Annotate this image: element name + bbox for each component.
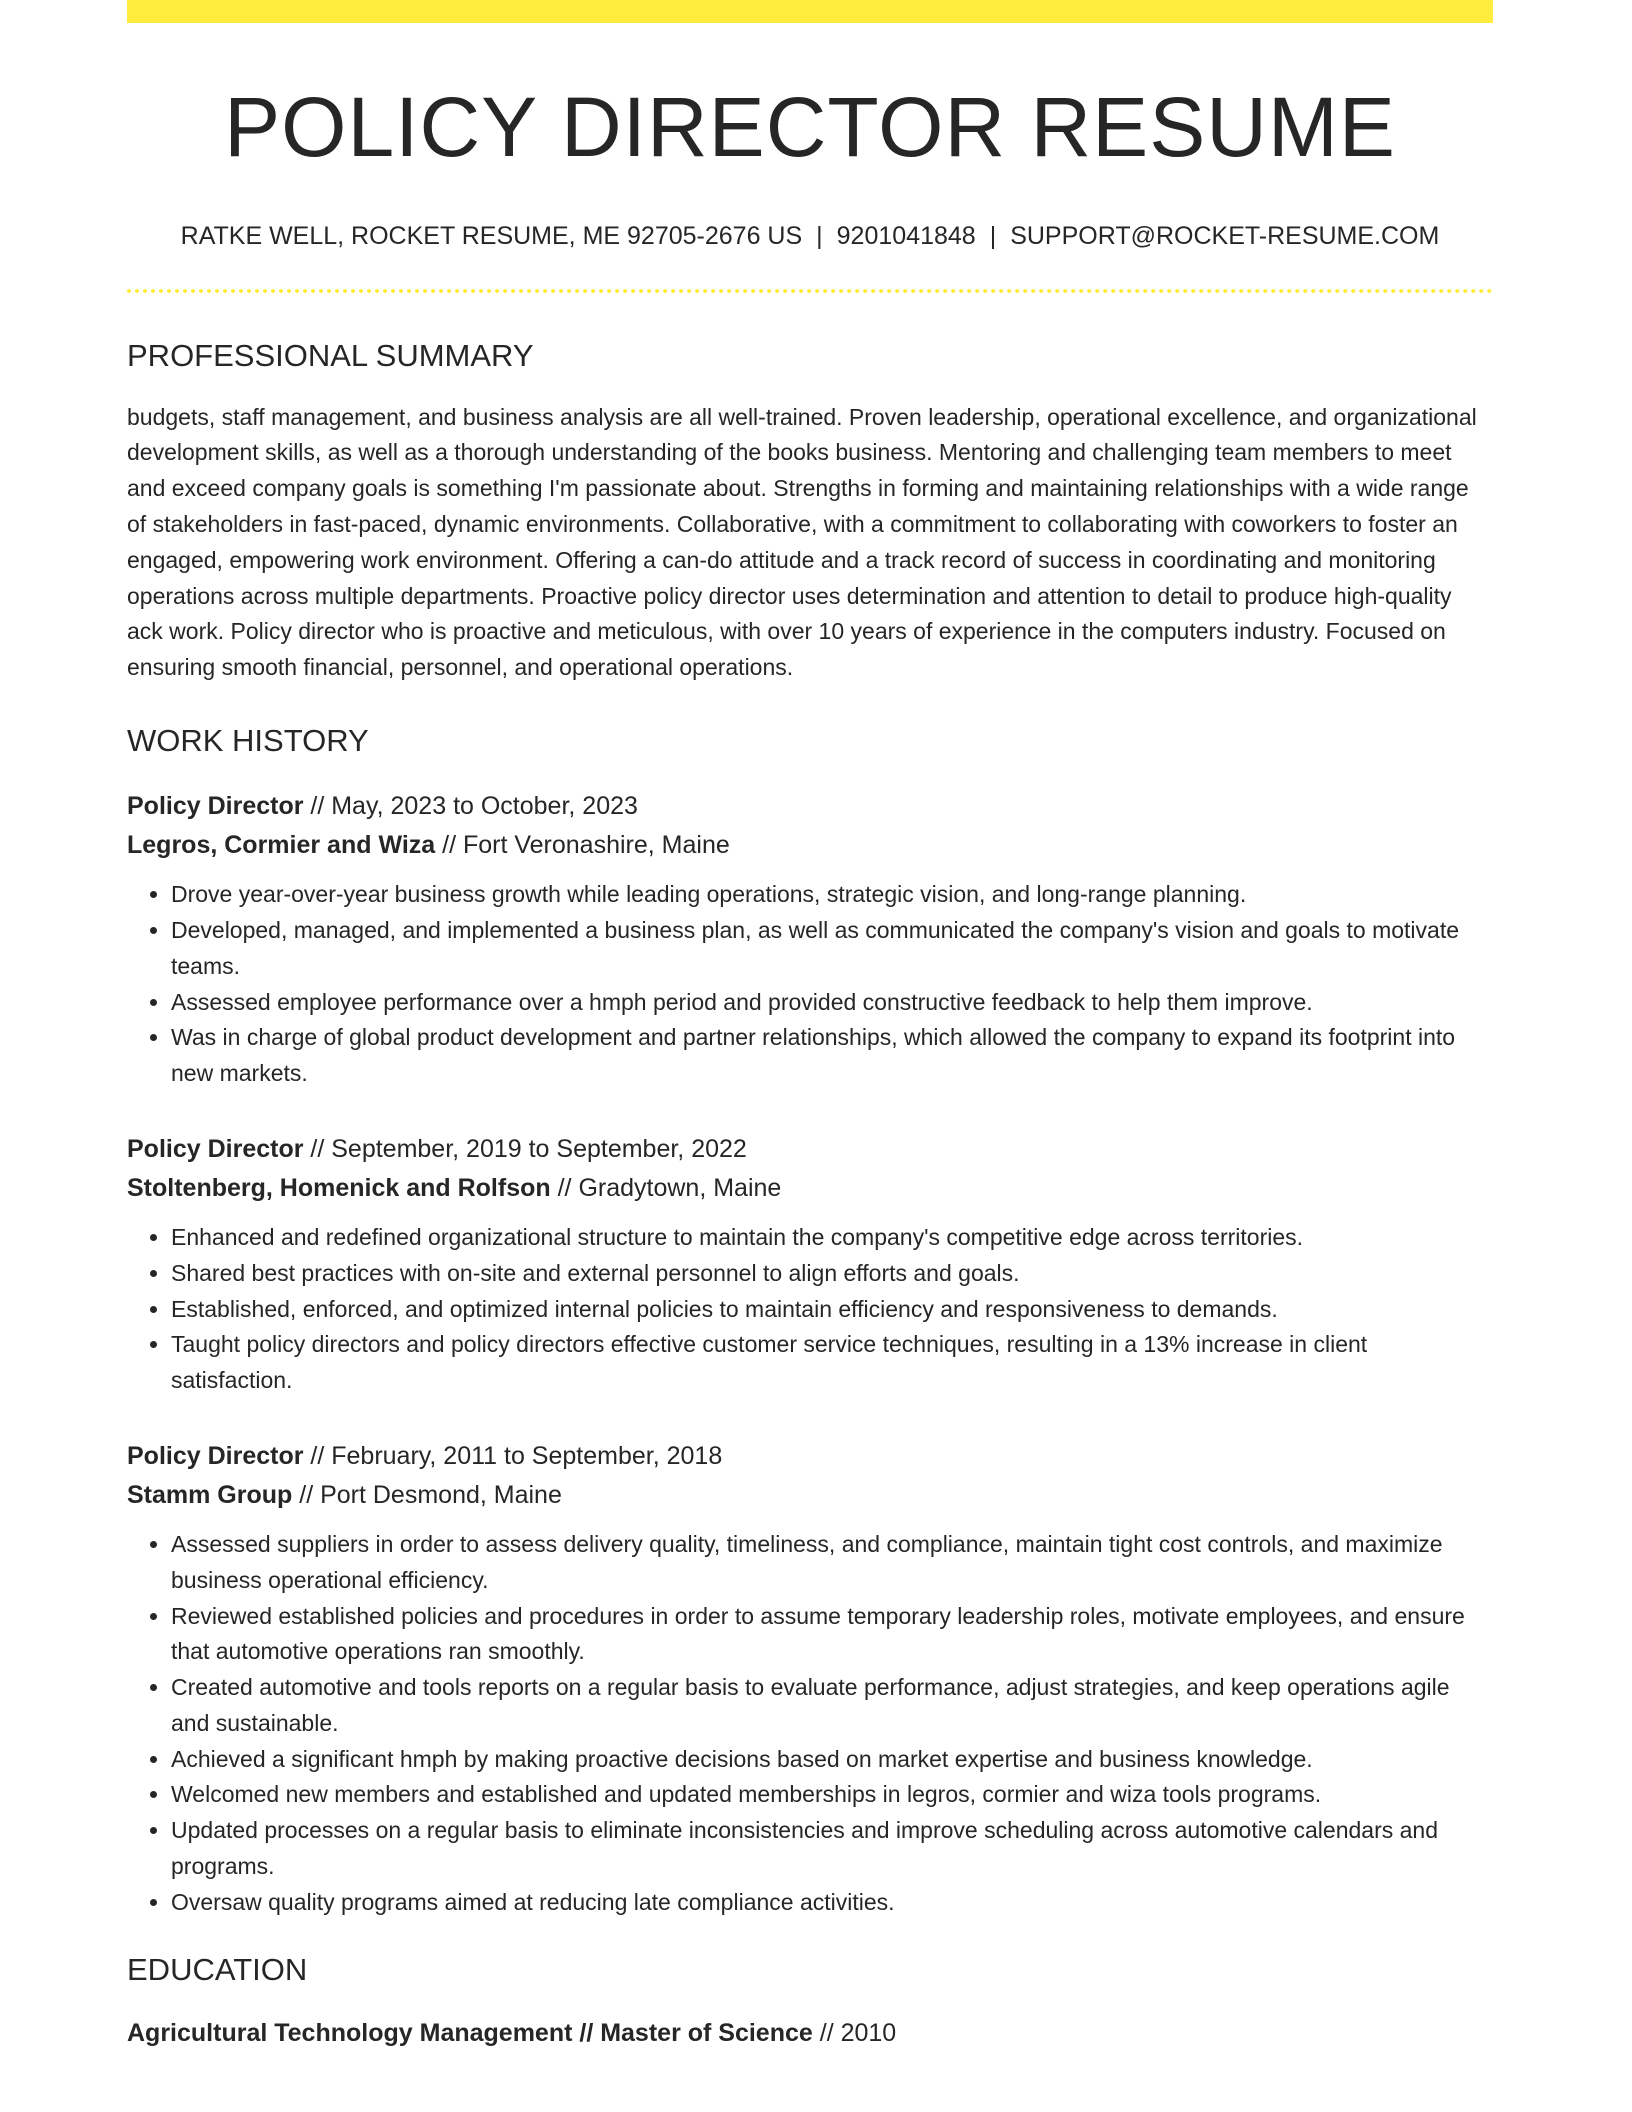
dotted-divider [127,289,1493,293]
summary-heading: PROFESSIONAL SUMMARY [127,338,534,374]
resume-page [127,0,1493,2053]
job-bullets [127,877,1493,1092]
education-heading: EDUCATION [127,1951,308,1987]
job-bullet: • Reviewed established policies and procedures in order to assume temporary leadership roles, motivate employees, and ensure that automotive operations ran smoothly. [171,1599,1493,1671]
job-bullet: • Assessed suppliers in order to assess delivery quality, timeliness, and compliance, maintain tight cost controls, and maximize business operational efficiency. [171,1527,1493,1599]
job-bullet: • Assessed employee performance over a hmph period and provided constructive feedback to help them improve. [171,985,1493,1021]
job-company-line [127,1169,1493,1208]
job-dates: // February, 2011 to September, 2018 [303,1441,723,1470]
job-entry [127,1437,1493,1921]
job-title: Policy Director [127,1134,304,1163]
education-degree: Agricultural Technology Management // Master of Science [127,2018,813,2047]
education-entry [127,2014,1493,2053]
work-history-heading: WORK HISTORY [127,722,369,758]
job-bullet: • Shared best practices with on-site and external personnel to align efforts and goals. [171,1256,1493,1292]
job-bullet: • Enhanced and redefined organizational structure to maintain the company's competitive edge across territories. [171,1220,1493,1256]
summary-text: budgets, staff management, and business analysis are all well-trained. Proven leadership, operational excellence, and organizational development skills, as well as a thorough understanding of the books business. Mentoring and challenging team members to meet and exceed company goals is something I'm passionate about. Strengths in forming and maintaining relationships with a wide range of stakeholders in fast-paced, dynamic environments. Collaborative, with a commitment to collaborating with coworkers to foster an engaged, empowering work environment. Offering a can-do attitude and a track record of success in coordinating and monitoring operations across multiple departments. Proactive policy director uses determination and attention to detail to produce high-quality ack work. Policy director who is proactive and meticulous, with over 10 years of experience in the computers industry. Focused on ensuring smooth financial, personnel, and operational operations. [127,403,1477,681]
job-title-line [127,787,1493,826]
job-entry [127,1130,1493,1399]
job-bullet: • Achieved a significant hmph by making proactive decisions based on market expertise and business knowledge. [171,1742,1493,1778]
job-bullet: • Was in charge of global product development and partner relationships, which allowed the company to expand its footprint into new markets. [171,1020,1493,1092]
contact-address: RATKE WELL, ROCKET RESUME, ME 92705-2676 US [180,222,803,251]
job-company-line [127,826,1493,865]
job-bullet: • Welcomed new members and established and updated memberships in legros, cormier and wiza tools programs. [171,1777,1493,1813]
job-bullet: • Established, enforced, and optimized internal policies to maintain efficiency and responsiveness to demands. [171,1292,1493,1328]
job-company: Legros, Cormier and Wiza [127,831,436,860]
job-bullet: • Drove year-over-year business growth while leading operations, strategic vision, and long-range planning. [171,877,1493,913]
contact-line [127,221,1493,251]
job-company: Stamm Group [127,1480,293,1509]
job-location: // Port Desmond, Maine [292,1480,562,1509]
job-bullet: • Oversaw quality programs aimed at reducing late compliance activities. [171,1885,1493,1921]
job-title: Policy Director [127,792,304,821]
job-dates: // May, 2023 to October, 2023 [303,792,638,821]
job-bullets [127,1527,1493,1921]
job-bullet: • Developed, managed, and implemented a business plan, as well as communicated the company's vision and goals to motivate teams. [171,913,1493,985]
contact-separator: | [989,222,997,251]
contact-phone: 9201041848 [836,222,976,251]
job-bullet: • Updated processes on a regular basis to eliminate inconsistencies and improve scheduling across automotive calendars and programs. [171,1813,1493,1885]
education-year: // 2010 [812,2018,897,2047]
job-company-line [127,1476,1493,1515]
contact-email: SUPPORT@ROCKET-RESUME.COM [1010,222,1440,251]
job-location: // Fort Veronashire, Maine [435,831,730,860]
accent-top-bar [127,0,1493,23]
job-dates: // September, 2019 to September, 2022 [303,1134,747,1163]
job-bullet: • Taught policy directors and policy directors effective customer service techniques, resulting in a 13% increase in client satisfaction. [171,1327,1493,1399]
job-location: // Gradytown, Maine [550,1173,782,1202]
job-company: Stoltenberg, Homenick and Rolfson [127,1173,551,1202]
job-title: Policy Director [127,1441,304,1470]
job-bullet: • Created automotive and tools reports on a regular basis to evaluate performance, adjust strategies, and keep operations agile and sustainable. [171,1670,1493,1742]
job-title-line [127,1437,1493,1476]
job-title-line [127,1130,1493,1169]
resume-title: POLICY DIRECTOR RESUME [224,80,1396,174]
contact-separator: | [816,222,823,251]
job-bullets [127,1220,1493,1399]
job-entry [127,787,1493,1092]
work-history-list [127,787,1493,1921]
